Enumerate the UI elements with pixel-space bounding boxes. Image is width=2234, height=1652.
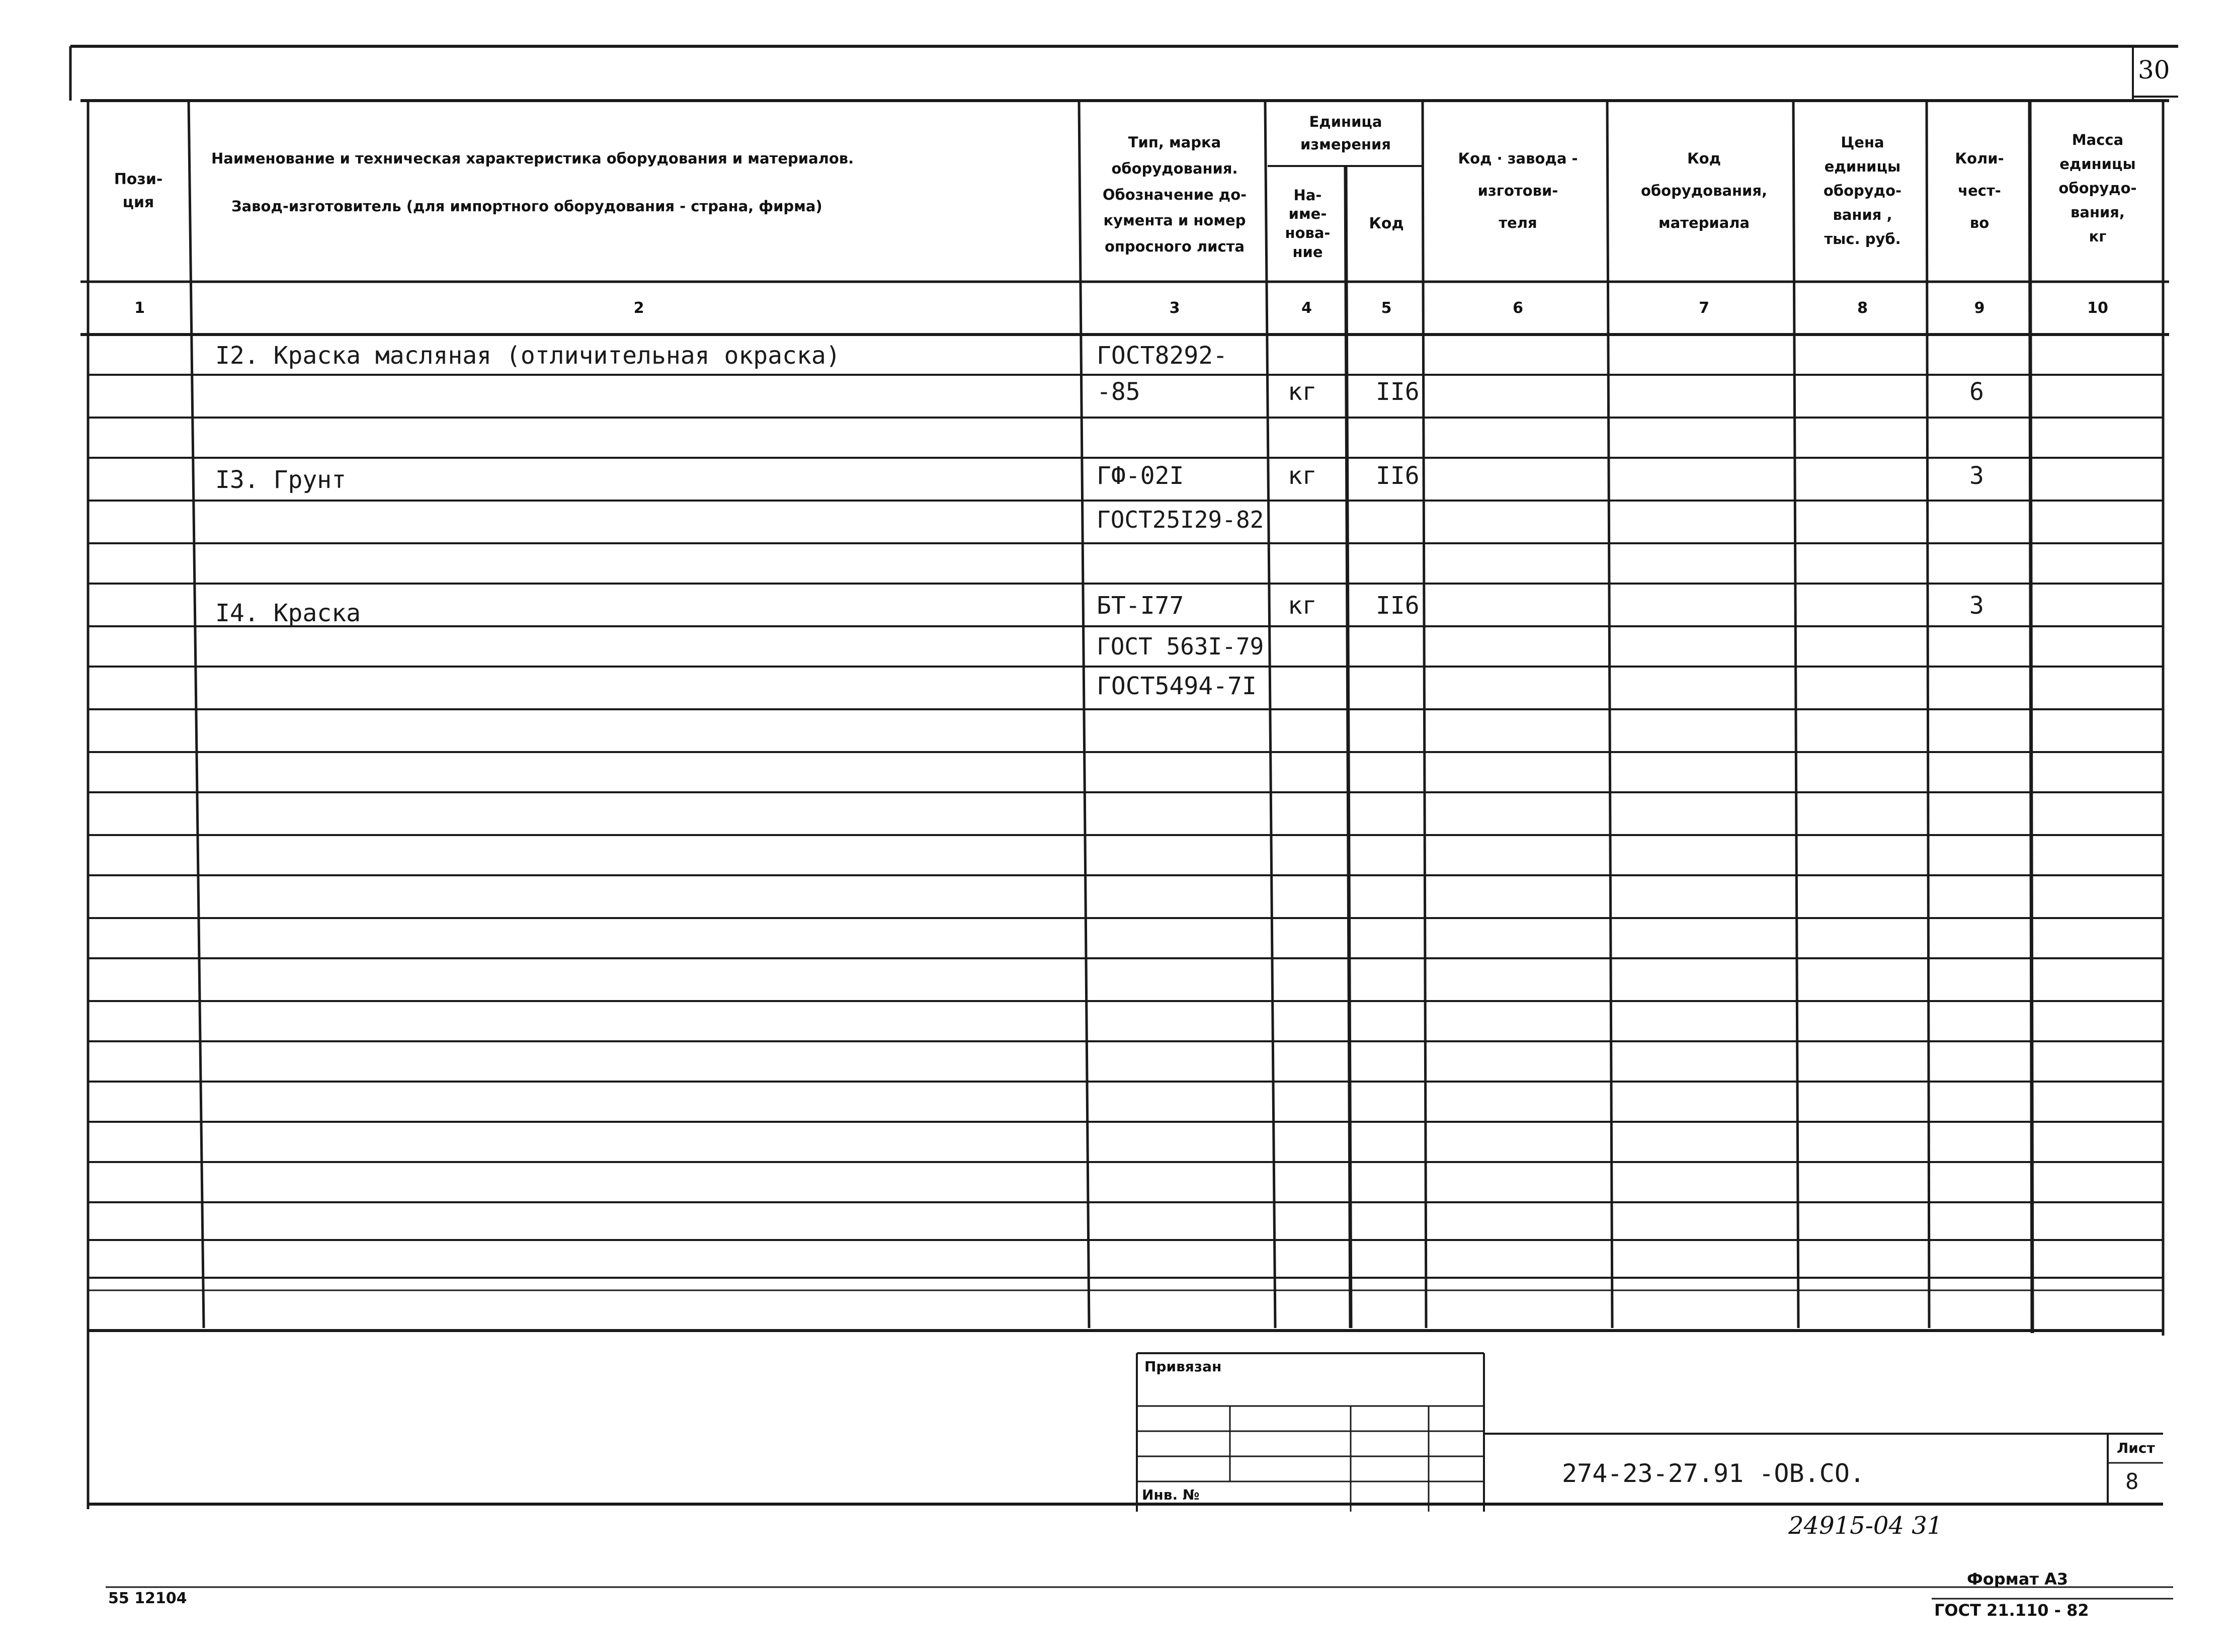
- header-equipment-code: Код оборудования, материала: [1640, 150, 1768, 231]
- sheet-label: Лист: [2117, 1440, 2155, 1456]
- header-factory-code: Код · завода - изготови- теля: [1458, 150, 1578, 231]
- row-quantity: 3: [1969, 592, 1984, 620]
- row-quantity: 3: [1969, 462, 1984, 490]
- row-type: ГОСТ5494-7I: [1097, 672, 1257, 700]
- column-number: 4: [1301, 299, 1312, 317]
- row-name: I4. Краска: [215, 599, 361, 627]
- footer-format: Формат А3: [1967, 1570, 2068, 1589]
- stamp-inv-no: Инв. №: [1142, 1486, 1200, 1503]
- sheet-number: 8: [2125, 1469, 2139, 1495]
- row-type: ГФ-02I: [1097, 462, 1184, 490]
- row-type: -85: [1097, 378, 1140, 406]
- header-unit-price: Цена единицы оборудо- вания , тыс. руб.: [1823, 134, 1902, 247]
- header-unit-name: На- име- нова- ние: [1285, 186, 1331, 261]
- row-unit: кг: [1288, 462, 1317, 490]
- stamp-privyazan: Привязан: [1144, 1358, 1222, 1375]
- header-name-line2: Завод-изготовитель (для импортного оборудования - страна, фирма): [231, 197, 822, 215]
- row-type: ГОСТ 563I-79: [1097, 633, 1264, 660]
- header-unit-group: Единица измерения: [1300, 113, 1391, 153]
- row-unit-code: II6: [1376, 592, 1420, 620]
- column-number: 10: [2087, 299, 2108, 317]
- document-code: 274-23-27.91 -ОВ.СО.: [1562, 1459, 1865, 1488]
- column-number: 7: [1699, 299, 1709, 317]
- header-quantity: Коли- чест- во: [1955, 150, 2004, 231]
- header-unit-mass: Масса единицы оборудо- вания, кг: [2058, 131, 2137, 245]
- column-number: 6: [1513, 299, 1523, 317]
- row-name: I3. Грунт: [215, 466, 347, 494]
- row-type: ГОСТ8292-: [1097, 342, 1228, 370]
- column-number: 8: [1857, 299, 1868, 317]
- page-number: 30: [2138, 55, 2170, 85]
- row-unit-code: II6: [1376, 378, 1420, 406]
- column-number: 3: [1169, 299, 1180, 317]
- row-quantity: 6: [1969, 378, 1984, 406]
- row-unit: кг: [1288, 378, 1317, 406]
- column-number: 1: [134, 299, 145, 317]
- row-unit: кг: [1288, 592, 1317, 620]
- handwritten-note: 24915-04 31: [1788, 1512, 1943, 1540]
- row-name: I2. Краска масляная (отличительная окраска): [215, 342, 841, 370]
- header-unit-code: Код: [1369, 214, 1404, 232]
- row-type: ГОСТ25I29-82: [1097, 506, 1264, 533]
- column-number: 9: [1974, 299, 1985, 317]
- header-position: Пози- ция: [114, 170, 163, 211]
- row-type: БТ-I77: [1097, 592, 1184, 620]
- footer-gost: ГОСТ 21.110 - 82: [1934, 1601, 2089, 1620]
- footer-left-code: 55 12104: [108, 1590, 187, 1607]
- header-name-line1: Наименование и техническая характеристика оборудования и материалов.: [211, 149, 854, 167]
- column-number: 2: [633, 299, 644, 317]
- column-number: 5: [1381, 299, 1392, 317]
- header-type-brand: Тип, марка оборудования. Обозначение до- кумента и номер опросного листа: [1102, 134, 1247, 255]
- row-unit-code: II6: [1376, 462, 1420, 490]
